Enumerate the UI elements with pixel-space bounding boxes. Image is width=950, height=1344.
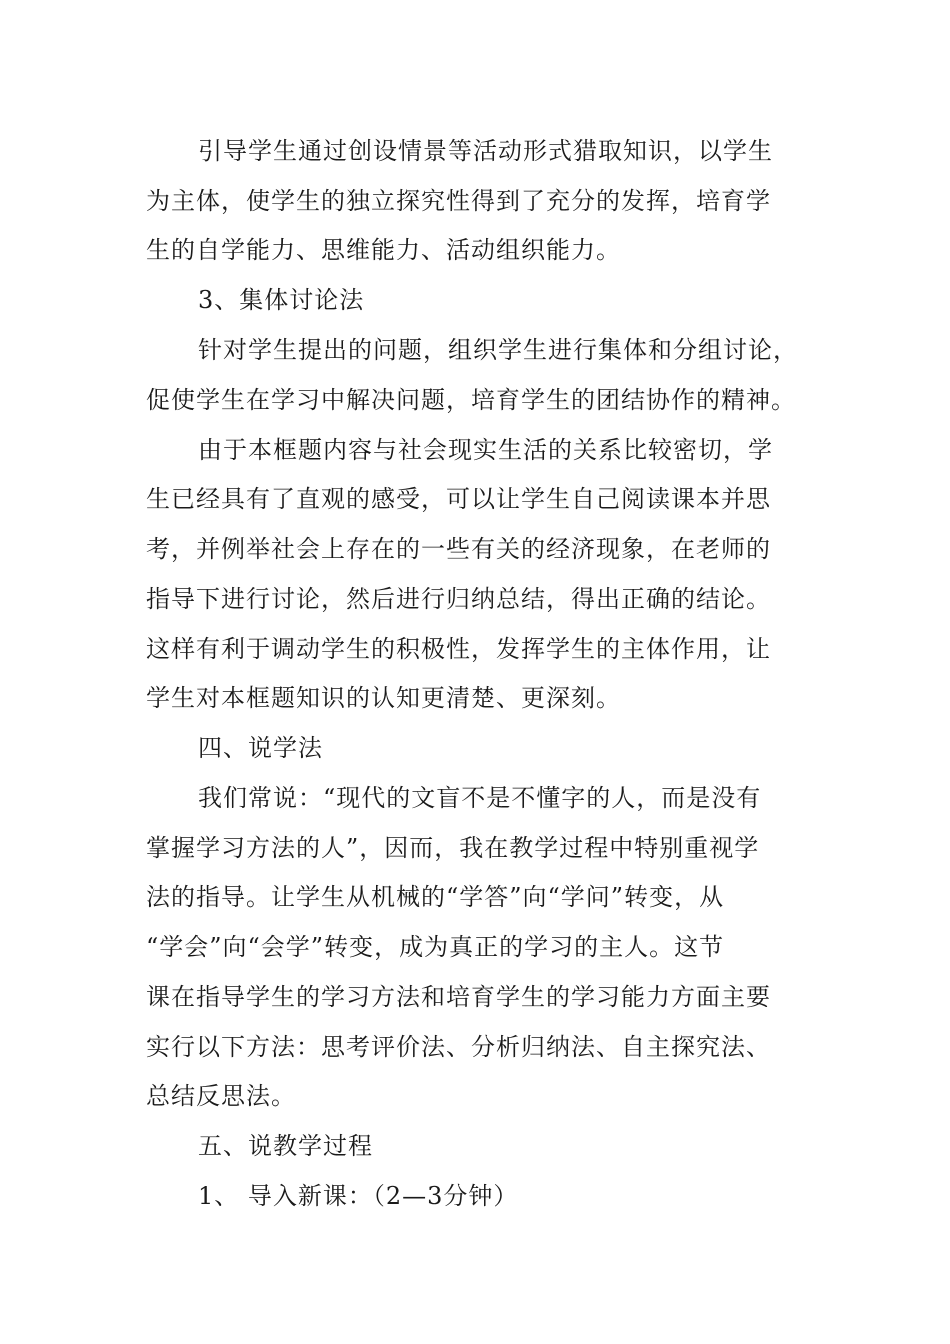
text-line: 由于本框题内容与社会现实生活的关系比较密切，学 bbox=[198, 436, 773, 464]
text-line: “学会”向“会学”转变，成为真正的学习的主人。这节 bbox=[146, 933, 725, 961]
section-heading: 五、说教学过程 bbox=[198, 1132, 373, 1160]
text-line: 促使学生在学习中解决问题，培育学生的团结协作的精神。 bbox=[146, 386, 796, 414]
text-line: 生已经具有了直观的感受，可以让学生自己阅读课本并思 bbox=[146, 485, 771, 513]
text-line: 指导下进行讨论，然后进行归纳总结，得出正确的结论。 bbox=[146, 585, 771, 613]
text-line: 掌握学习方法的人”，因而，我在教学过程中特别重视学 bbox=[146, 834, 760, 862]
text-line: 学生对本框题知识的认知更清楚、更深刻。 bbox=[146, 684, 621, 712]
text-line: 课在指导学生的学习方法和培育学生的学习能力方面主要 bbox=[146, 983, 771, 1011]
text-line: 针对学生提出的问题，组织学生进行集体和分组讨论， bbox=[198, 336, 798, 364]
text-line: 生的自学能力、思维能力、活动组织能力。 bbox=[146, 236, 621, 264]
text-line: 引导学生通过创设情景等活动形式猎取知识，以学生 bbox=[198, 137, 773, 165]
section-heading: 3、集体讨论法 bbox=[198, 286, 365, 314]
text-line: 实行以下方法：思考评价法、分析归纳法、自主探究法、 bbox=[146, 1033, 771, 1061]
text-line: 这样有利于调动学生的积极性，发挥学生的主体作用，让 bbox=[146, 635, 771, 663]
section-heading: 1、 导入新课：（2—3分钟） bbox=[198, 1182, 519, 1210]
text-line: 总结反思法。 bbox=[146, 1082, 296, 1110]
section-heading: 四、说学法 bbox=[198, 734, 323, 762]
text-line: 考，并例举社会上存在的一些有关的经济现象，在老师的 bbox=[146, 535, 771, 563]
text-line: 为主体，使学生的独立探究性得到了充分的发挥，培育学 bbox=[146, 187, 771, 215]
text-line: 法的指导。让学生从机械的“学答”向“学问”转变，从 bbox=[146, 883, 725, 911]
text-line: 我们常说：“现代的文盲不是不懂字的人，而是没有 bbox=[198, 784, 762, 812]
